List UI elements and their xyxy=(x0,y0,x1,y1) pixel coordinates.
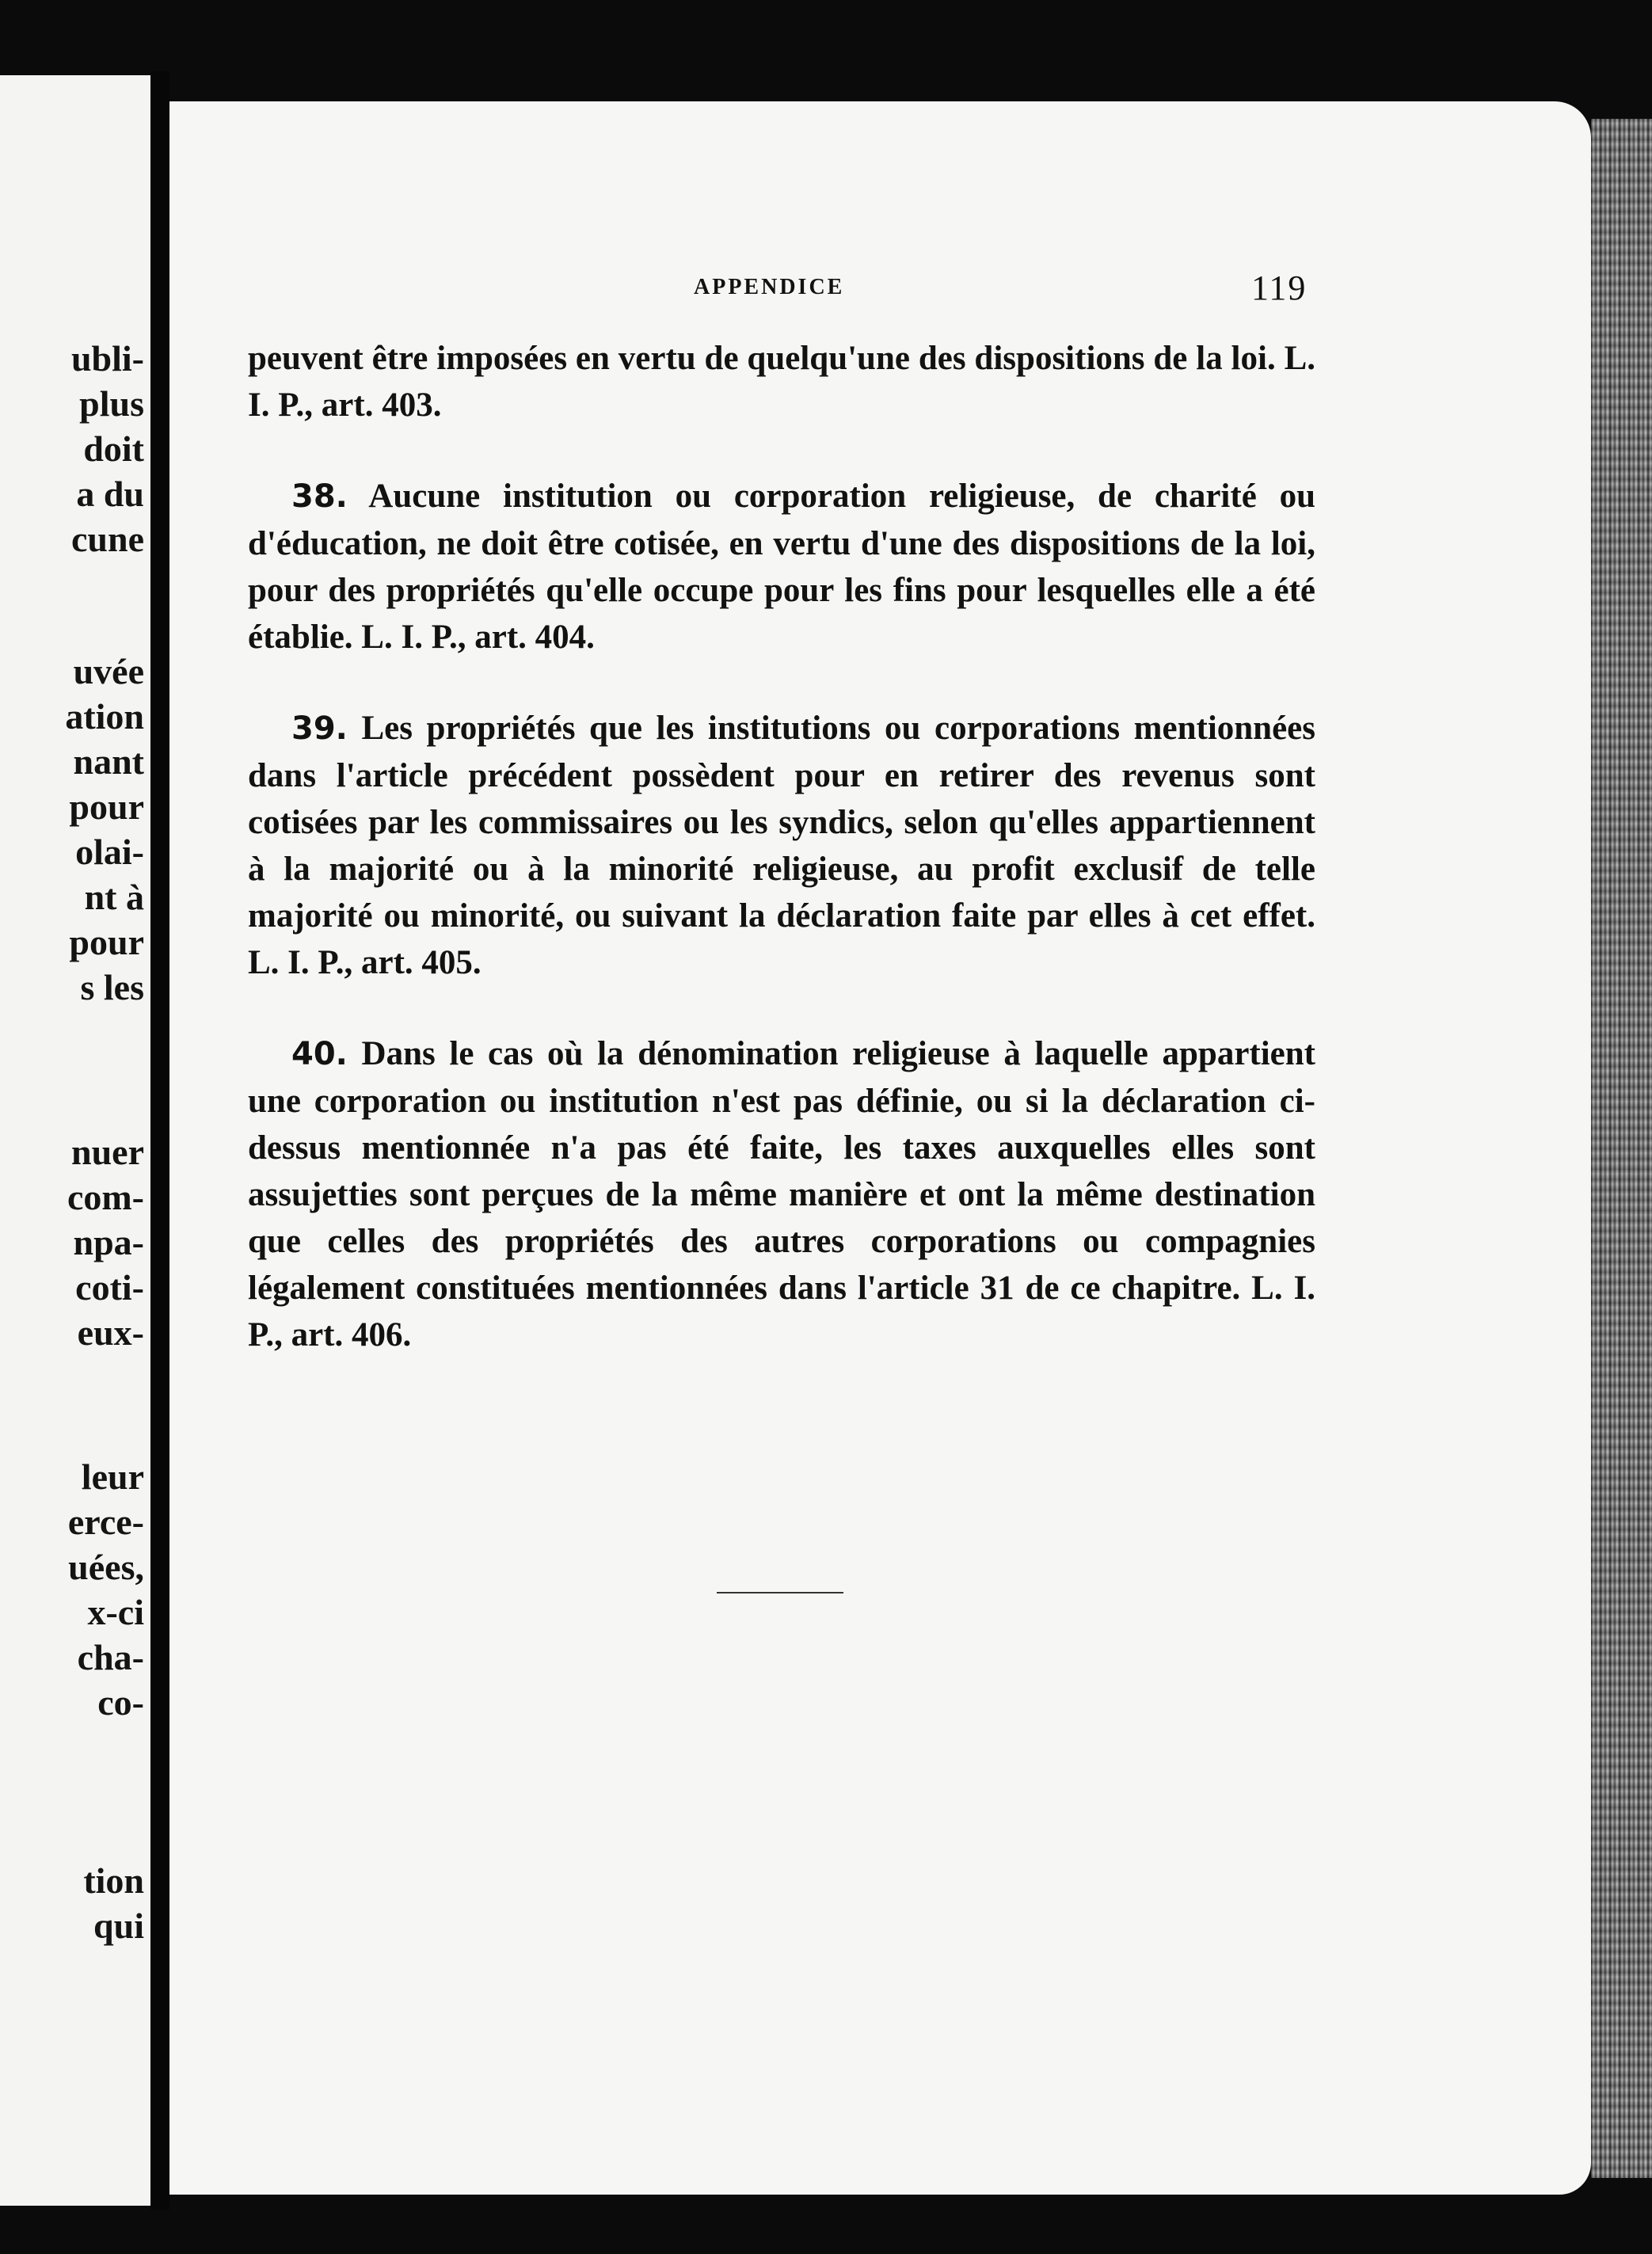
left-fragment: a du xyxy=(76,474,144,514)
left-fragment: ubli- xyxy=(70,338,144,379)
left-fragment: nuer xyxy=(71,1132,144,1172)
left-fragment: erce- xyxy=(67,1502,144,1542)
left-fragment: co- xyxy=(97,1682,144,1723)
left-fragment: x-ci xyxy=(87,1592,144,1632)
book-gutter xyxy=(150,71,169,2210)
left-fragment: nt à xyxy=(84,877,144,917)
left-fragment: cha- xyxy=(77,1637,144,1677)
left-fragment: nant xyxy=(73,741,144,782)
left-fragment: uées, xyxy=(68,1547,144,1587)
page-edges xyxy=(1591,119,1652,2178)
article-38 xyxy=(248,473,1315,661)
left-fragment: uvée xyxy=(73,651,144,691)
article-39 xyxy=(248,705,1315,986)
left-fragment: npa- xyxy=(73,1222,144,1262)
left-fragment: olai- xyxy=(75,832,144,872)
left-fragment: cune xyxy=(71,519,144,559)
article-number: 40. xyxy=(291,1036,348,1072)
left-fragment: com- xyxy=(67,1177,144,1217)
left-fragment: tion xyxy=(83,1860,144,1901)
left-fragment: qui xyxy=(93,1906,144,1946)
left-fragment: pour xyxy=(69,922,144,962)
left-fragment: ation xyxy=(65,696,144,737)
left-fragment: s les xyxy=(80,967,144,1007)
article-text: Aucune institution ou corporation religieuse, de charité ou d'éducation, ne doit être cotisée, en vertu d'une des dispositions de la loi, pour des propriétés qu'elle occupe pour les fins pour lesquelles elle a été établie. L. I. P., art. 404. xyxy=(248,478,1315,656)
article-number: 39. xyxy=(291,710,348,747)
left-fragment: doit xyxy=(83,428,144,469)
continuation-paragraph: peuvent être imposées en vertu de quelqu'une des dispositions de la loi. L. I. P., art. 403. xyxy=(248,340,1315,424)
page-number: 119 xyxy=(1251,268,1308,307)
left-fragment: pour xyxy=(69,786,144,827)
end-rule xyxy=(717,1592,843,1593)
article-40 xyxy=(248,1030,1315,1358)
left-fragment: coti- xyxy=(75,1267,144,1308)
left-fragment: eux- xyxy=(77,1312,144,1353)
left-fragment: leur xyxy=(81,1456,144,1497)
left-fragment: plus xyxy=(79,383,144,424)
left-page-sliver xyxy=(0,75,150,2206)
article-text: Dans le cas où la dénomination religieuse à laquelle appartient une corporation ou institution n'est pas définie, ou si la déclaration ci-dessus mentionnée n'a pas été faite, les taxes auxquelles elles sont assujetties sont perçues de la même manière et ont la même destination que celles des propriétés des autres corporations ou compagnies légalement constituées mentionnées dans l'article 31 de ce chapitre. L. I. P., art. 406. xyxy=(248,1035,1315,1354)
body-text xyxy=(248,335,1315,1403)
running-head: APPENDICE xyxy=(694,275,845,299)
article-number: 38. xyxy=(291,478,348,515)
article-text: Les propriétés que les institutions ou corporations mentionnées dans l'article précédent possèdent pour en retirer des revenus sont cotisées par les commissaires ou les syndics, selon qu'elles appartiennent à la majorité ou à la minorité religieuse, au profit exclusif de telle majorité ou minorité, ou suivant la déclaration faite par elles à cet effet. L. I. P., art. 405. xyxy=(248,710,1315,981)
